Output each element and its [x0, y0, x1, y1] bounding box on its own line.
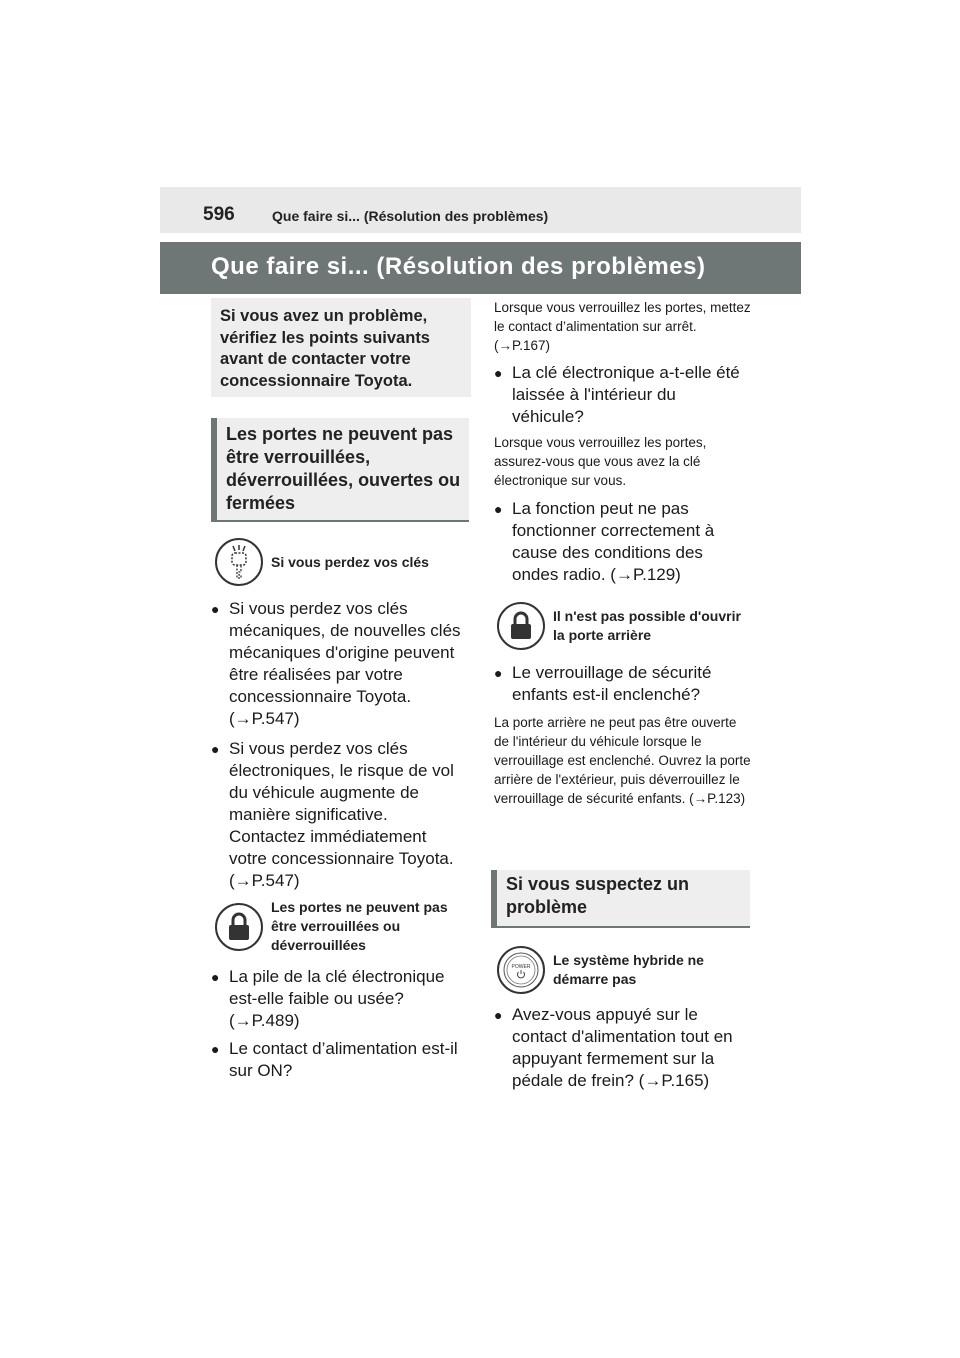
power-button-icon	[497, 946, 545, 994]
subsection-lost-keys	[215, 538, 429, 586]
section-heading-doors: Les portes ne peuvent pas être verrouillées, déverrouillées, ouvertes ou fermées	[211, 418, 469, 522]
power-label: POWER	[511, 964, 531, 970]
subsection-label: Le système hybride ne démarre pas	[553, 952, 704, 987]
note-text: Lorsque vous verrouillez les portes, mettez le contact d’alimentation sur arrêt. (→P.167)	[494, 300, 751, 353]
bullet-item: ● Le verrouillage de sécurité enfants est-il enclenché?	[494, 662, 752, 706]
page-number: 596	[203, 204, 235, 225]
section-heading-suspect: Si vous suspectez un problème	[491, 870, 750, 928]
bullet-item: ● Le contact d’alimentation est-il sur ON?	[211, 1038, 466, 1082]
bullet-item: ● Si vous perdez vos clés électroniques, le risque de vol du véhicule augmente de manière significative. Contactez immédiatement votre concessionnaire Toyota. (→P.547)	[211, 738, 466, 892]
bullet-item: ● Si vous perdez vos clés mécaniques, de nouvelles clés mécaniques d'origine peuvent être réalisées par votre concessionnaire Toyota. (→P.547)	[211, 598, 466, 730]
subsection-cannot-lock	[215, 898, 470, 955]
subsection-label: Si vous perdez vos clés	[271, 553, 429, 570]
subsection-hybrid	[497, 946, 752, 994]
subsection-label: Les portes ne peuvent pas être verrouillées ou déverrouillées	[271, 899, 448, 953]
note-text: Lorsque vous verrouillez les portes, assurez-vous que vous avez la clé électronique sur vous.	[494, 435, 707, 488]
bullet-item: ● La clé électronique a-t-elle été laissée à l'intérieur du véhicule?	[494, 362, 752, 428]
padlock-icon	[497, 602, 545, 650]
key-icon	[215, 538, 263, 586]
note-text: La porte arrière ne peut pas être ouverte de l'intérieur du véhicule lorsque le verrouillage est enclenché. Ouvrez la porte arrière de l'extérieur, puis déverrouillez le verrouillage de sécurité enfants. (→P.123)	[494, 715, 751, 806]
running-title: Que faire si... (Résolution des problèmes)	[272, 208, 549, 224]
intro-box: Si vous avez un problème, vérifiez les points suivants avant de contacter votre concessionnaire Toyota.	[211, 298, 471, 397]
bullet-item: ● Avez-vous appuyé sur le contact d'alimentation tout en appuyant fermement sur la pédale de frein? (→P.165)	[494, 1004, 752, 1092]
padlock-icon	[215, 903, 263, 951]
banner-title: Que faire si... (Résolution des problèmes)	[211, 253, 706, 280]
subsection-rear-door	[497, 602, 752, 650]
bullet-item: ● La pile de la clé électronique est-elle faible ou usée? (→P.489)	[211, 966, 466, 1032]
bullet-item: ● La fonction peut ne pas fonctionner correctement à cause des conditions des ondes radio. (→P.129)	[494, 498, 752, 586]
subsection-label: Il n'est pas possible d'ouvrir la porte arrière	[553, 608, 741, 643]
